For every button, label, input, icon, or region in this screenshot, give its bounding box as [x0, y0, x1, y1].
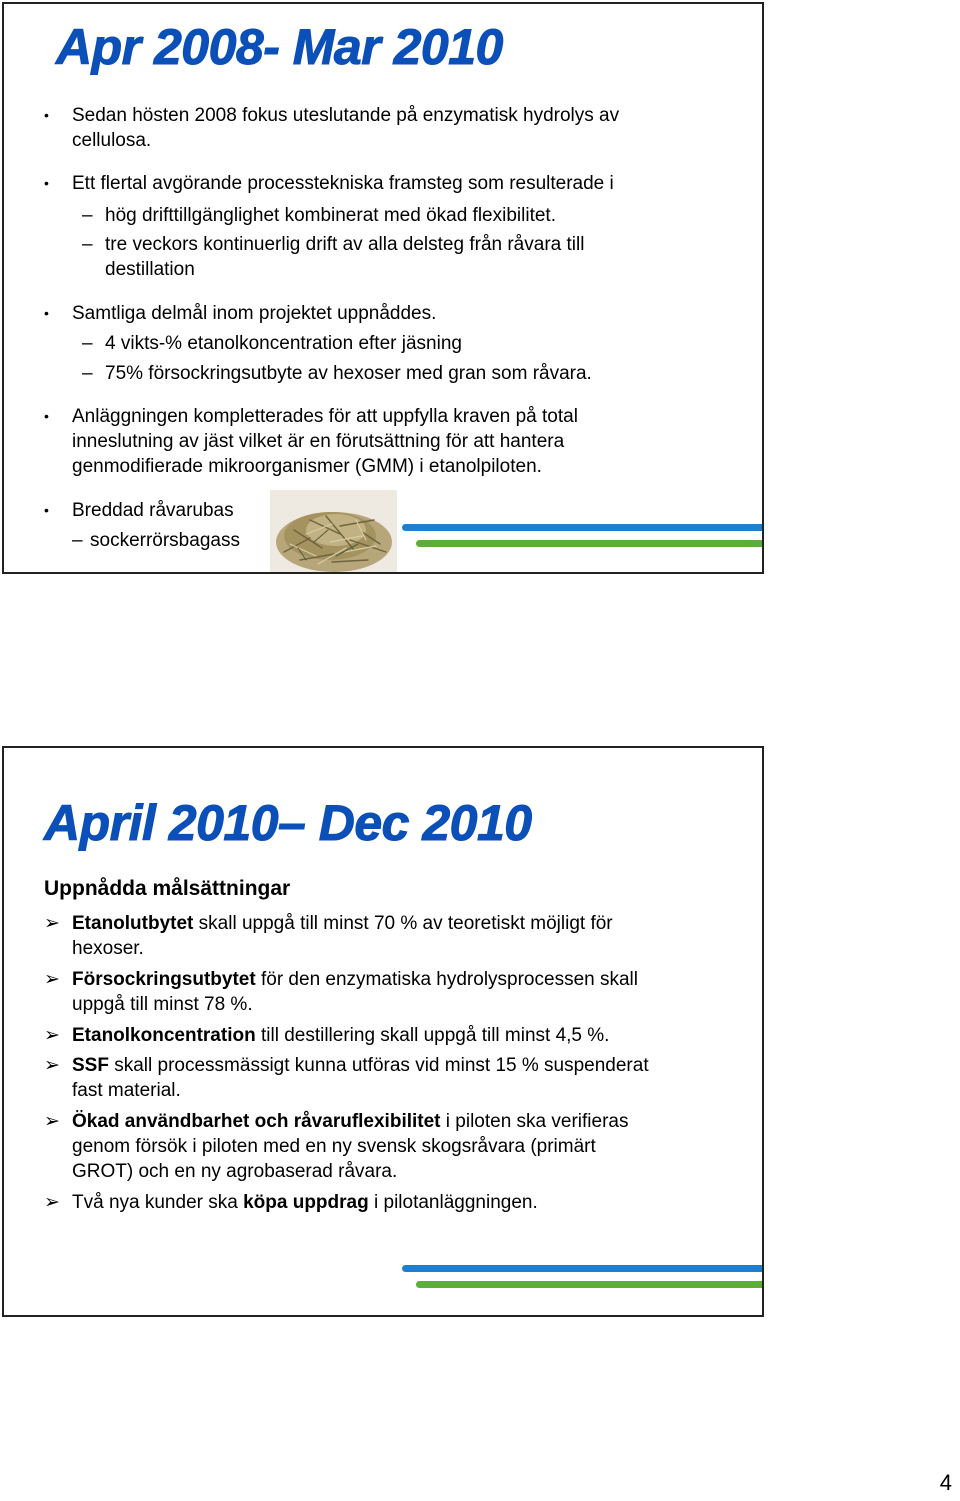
goal-item-cont: hexoser.: [72, 938, 144, 959]
bullet-text: Breddad råvarubas: [72, 500, 234, 521]
sub-bullet-text: 75% försockringsutbyte av hexoser med gran som råvara.: [105, 363, 592, 384]
slide-2-subtitle: Uppnådda målsättningar: [44, 877, 291, 900]
bullet-dot: •: [44, 175, 49, 191]
sub-bullet-dash: –: [82, 363, 93, 384]
sub-bullet-dash: –: [72, 530, 83, 551]
goal-item-cont: genom försök i piloten med en ny svensk skogsråvara (primärt: [72, 1136, 596, 1157]
goal-item: [72, 1023, 609, 1049]
sub-bullet-dash: –: [82, 333, 93, 354]
sub-bullet-text: destillation: [105, 259, 195, 280]
goal-item-cont: uppgå till minst 78 %.: [72, 994, 253, 1015]
decorative-green-stripe: [416, 1281, 764, 1288]
goal-item: [72, 911, 613, 937]
bullet-text: inneslutning av jäst vilket är en förutsättning för att hantera: [72, 431, 565, 452]
goal-item-text: Två nya kunder ska: [72, 1192, 244, 1213]
decorative-blue-stripe: [402, 524, 764, 531]
bullet-text: Samtliga delmål inom projektet uppnåddes.: [72, 303, 437, 324]
goal-item-text: skall uppgå till minst 70 % av teoretiskt möjligt för: [193, 913, 613, 934]
goal-item: [72, 1190, 538, 1216]
bullet-dot: •: [44, 502, 49, 518]
arrow-bullet-icon: ➢: [44, 1111, 60, 1132]
goal-item-text: i piloten ska verifieras: [440, 1111, 629, 1132]
arrow-bullet-icon: ➢: [44, 1025, 60, 1046]
arrow-bullet-icon: ➢: [44, 1192, 60, 1213]
goal-item-bold: Ökad användbarhet och råvaruflexibilitet: [72, 1111, 441, 1132]
slide-2: [2, 746, 764, 1317]
goal-item-bold: SSF: [72, 1055, 109, 1076]
arrow-bullet-icon: ➢: [44, 1055, 60, 1076]
bullet-text: Anläggningen kompletterades för att uppfylla kraven på total: [72, 406, 578, 427]
bullet-text: Sedan hösten 2008 fokus uteslutande på enzymatisk hydrolys av: [72, 105, 620, 126]
sub-bullet-text: hög drifttillgänglighet kombinerat med ökad flexibilitet.: [105, 205, 556, 226]
sub-bullet-dash: –: [82, 205, 93, 226]
bullet-text: Ett flertal avgörande processtekniska framsteg som resulterade i: [72, 173, 614, 194]
goal-item: [72, 1109, 628, 1135]
goal-item-text: för den enzymatiska hydrolysprocessen skall: [255, 969, 638, 990]
goal-item-cont: fast material.: [72, 1080, 181, 1101]
decorative-green-stripe: [416, 540, 764, 547]
goal-item-cont: GROT) och en ny agrobaserad råvara.: [72, 1161, 398, 1182]
page-number: 4: [939, 1470, 952, 1495]
goal-item-bold: Etanolutbytet: [72, 913, 194, 934]
bullet-text: cellulosa.: [72, 130, 152, 151]
goal-item-bold: köpa uppdrag: [243, 1192, 369, 1213]
goal-item-bold: Etanolkoncentration: [72, 1025, 256, 1046]
slide-1: [2, 2, 764, 574]
goal-item-text: i pilotanläggningen.: [368, 1192, 538, 1213]
sub-bullet-text: 4 vikts-% etanolkoncentration efter jäsning: [105, 333, 462, 354]
slide-1-title: Apr 2008- Mar 2010: [56, 19, 503, 75]
goal-item: [72, 1053, 649, 1079]
sub-bullet-text: sockerrörsbagass: [90, 530, 240, 551]
arrow-bullet-icon: ➢: [44, 913, 60, 934]
goal-item-bold: Försockringsutbytet: [72, 969, 256, 990]
goal-item-text: till destillering skall uppgå till minst 4,5 %.: [255, 1025, 610, 1046]
goal-item: [72, 967, 638, 993]
goal-item-text: skall processmässigt kunna utföras vid minst 15 % suspenderat: [108, 1055, 649, 1076]
sub-bullet-text: tre veckors kontinuerlig drift av alla delsteg från råvara till: [105, 234, 585, 255]
sub-bullet-dash: –: [82, 234, 93, 255]
bullet-text: genmodifierade mikroorganismer (GMM) i etanolpiloten.: [72, 456, 542, 477]
bullet-dot: •: [44, 408, 49, 424]
bullet-dot: •: [44, 107, 49, 123]
slide-2-title: April 2010– Dec 2010: [44, 795, 532, 851]
bagasse-photo: [270, 490, 397, 574]
arrow-bullet-icon: ➢: [44, 969, 60, 990]
bullet-dot: •: [44, 305, 49, 321]
decorative-blue-stripe: [402, 1265, 764, 1272]
